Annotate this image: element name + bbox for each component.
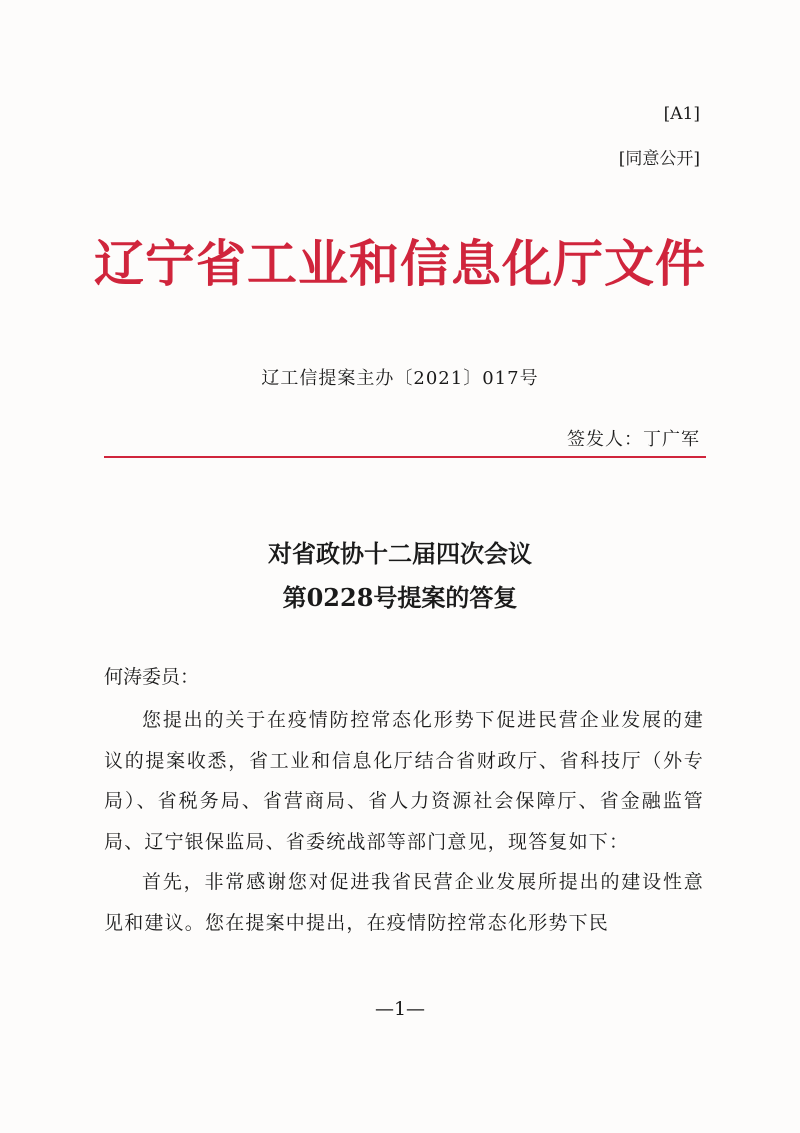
body-paragraph: 您提出的关于在疫情防控常态化形势下促进民营企业发展的建议的提案收悉，省工业和信息化厅结合省财政厅、省科技厅（外专局）、省税务局、省营商局、省人力资源社会保障厅、省金融监管局、辽宁银保监局、省委统战部等部门意见，现答复如下： — [104, 709, 704, 853]
publicity-tag: [同意公开] — [618, 149, 700, 169]
body-text — [104, 700, 704, 943]
red-divider-line — [104, 456, 706, 458]
body-paragraph: 首先，非常感谢您对促进我省民营企业发展所提出的建设性意见和建议。您在提案中提出，在疫情防控常态化形势下民 — [104, 871, 704, 934]
signer-line: 签发人：丁广军 — [567, 429, 700, 450]
issuer-header-title: 辽宁省工业和信息化厅文件 — [94, 235, 706, 293]
subject-line-1: 对省政协十二届四次会议 — [268, 539, 532, 568]
subject-line-2: 第0228号提案的答复 — [282, 583, 518, 612]
salutation: 何涛委员： — [104, 666, 200, 688]
page-number: —1— — [374, 998, 426, 1020]
document-number: 辽工信提案主办〔2021〕017号 — [261, 368, 539, 389]
subject-title — [0, 532, 800, 620]
document-code-tag: [A1] — [663, 104, 700, 124]
